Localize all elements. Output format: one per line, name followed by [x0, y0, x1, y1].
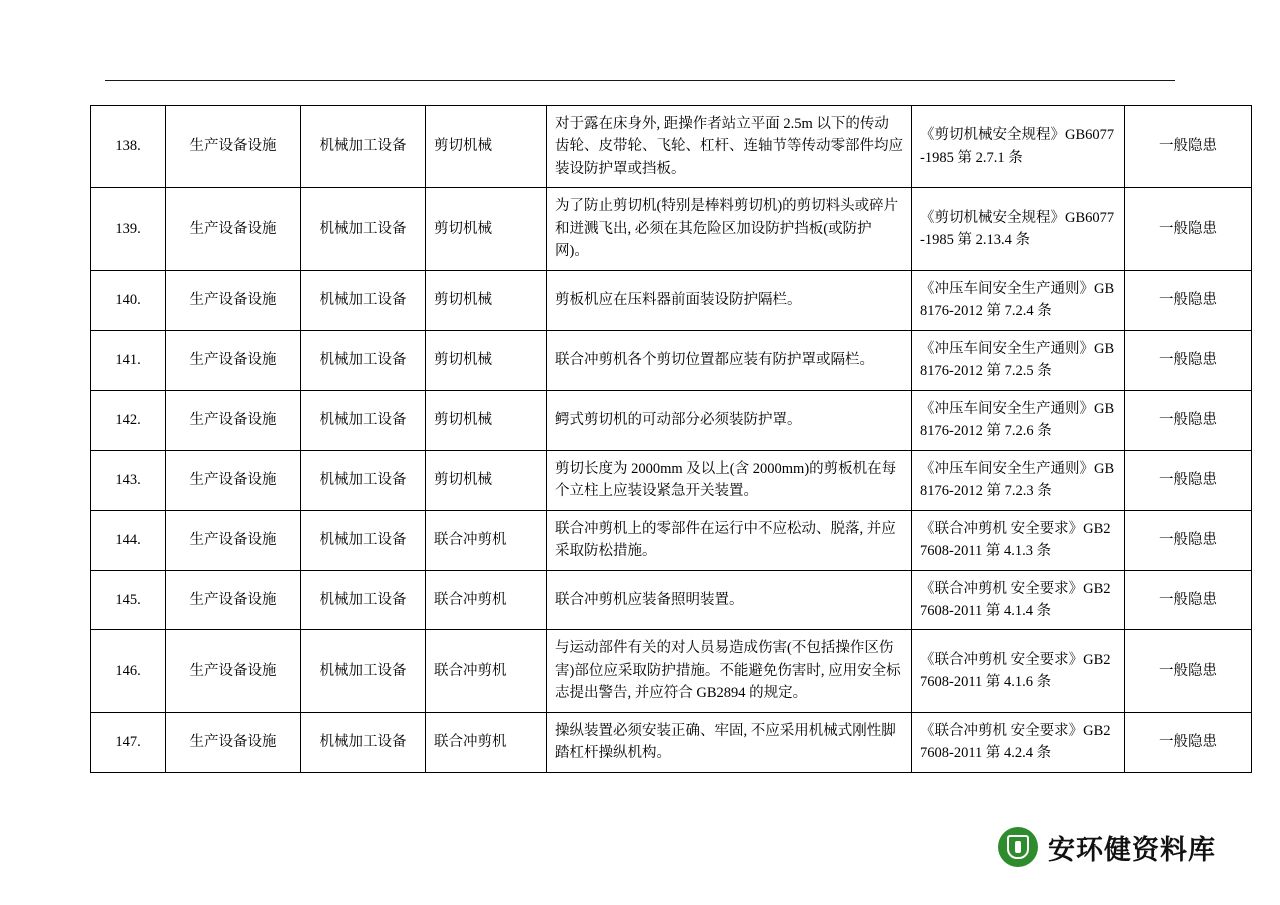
row-level: 一般隐患	[1125, 188, 1252, 270]
hazard-table-body	[91, 106, 1252, 773]
row-reference: 《冲压车间安全生产通则》GB8176-2012 第 7.2.3 条	[912, 450, 1125, 510]
row-number: 145.	[91, 570, 166, 630]
row-description: 与运动部件有关的对人员易造成伤害(不包括操作区伤害)部位应采取防护措施。不能避免伤害时, 应用安全标志提出警告, 并应符合 GB2894 的规定。	[547, 630, 912, 712]
row-number: 140.	[91, 270, 166, 330]
row-reference: 《剪切机械安全规程》GB6077-1985 第 2.7.1 条	[912, 106, 1125, 188]
row-device: 剪切机械	[426, 390, 547, 450]
row-level: 一般隐患	[1125, 570, 1252, 630]
row-description: 联合冲剪机上的零部件在运行中不应松动、脱落, 并应采取防松措施。	[547, 510, 912, 570]
row-reference: 《联合冲剪机 安全要求》GB27608-2011 第 4.1.4 条	[912, 570, 1125, 630]
table-row	[91, 712, 1252, 772]
table-row	[91, 570, 1252, 630]
row-reference: 《冲压车间安全生产通则》GB8176-2012 第 7.2.5 条	[912, 330, 1125, 390]
row-device: 联合冲剪机	[426, 570, 547, 630]
row-description: 剪切长度为 2000mm 及以上(含 2000mm)的剪板机在每个立柱上应装设紧急开关装置。	[547, 450, 912, 510]
row-description: 对于露在床身外, 距操作者站立平面 2.5m 以下的传动齿轮、皮带轮、飞轮、杠杆、连轴节等传动零部件均应装设防护罩或挡板。	[547, 106, 912, 188]
row-device: 联合冲剪机	[426, 712, 547, 772]
row-category: 生产设备设施	[166, 630, 301, 712]
row-reference: 《冲压车间安全生产通则》GB8176-2012 第 7.2.4 条	[912, 270, 1125, 330]
row-number: 147.	[91, 712, 166, 772]
row-level: 一般隐患	[1125, 330, 1252, 390]
footer-watermark	[998, 827, 1216, 867]
row-category: 生产设备设施	[166, 570, 301, 630]
row-category: 生产设备设施	[166, 510, 301, 570]
row-subcategory: 机械加工设备	[301, 390, 426, 450]
row-subcategory: 机械加工设备	[301, 450, 426, 510]
table-row	[91, 510, 1252, 570]
row-level: 一般隐患	[1125, 106, 1252, 188]
row-description: 鳄式剪切机的可动部分必须装防护罩。	[547, 390, 912, 450]
table-row	[91, 390, 1252, 450]
row-level: 一般隐患	[1125, 712, 1252, 772]
table-row	[91, 188, 1252, 270]
row-device: 剪切机械	[426, 188, 547, 270]
row-subcategory: 机械加工设备	[301, 630, 426, 712]
table-row	[91, 450, 1252, 510]
row-device: 剪切机械	[426, 330, 547, 390]
row-level: 一般隐患	[1125, 450, 1252, 510]
row-reference: 《联合冲剪机 安全要求》GB27608-2011 第 4.1.3 条	[912, 510, 1125, 570]
row-level: 一般隐患	[1125, 270, 1252, 330]
row-number: 144.	[91, 510, 166, 570]
row-number: 139.	[91, 188, 166, 270]
row-category: 生产设备设施	[166, 270, 301, 330]
row-level: 一般隐患	[1125, 630, 1252, 712]
row-subcategory: 机械加工设备	[301, 270, 426, 330]
row-reference: 《冲压车间安全生产通则》GB8176-2012 第 7.2.6 条	[912, 390, 1125, 450]
row-device: 剪切机械	[426, 450, 547, 510]
row-category: 生产设备设施	[166, 390, 301, 450]
row-description: 为了防止剪切机(特别是棒料剪切机)的剪切料头或碎片和迸溅飞出, 必须在其危险区加设防护挡板(或防护网)。	[547, 188, 912, 270]
row-device: 联合冲剪机	[426, 510, 547, 570]
row-category: 生产设备设施	[166, 188, 301, 270]
row-number: 138.	[91, 106, 166, 188]
row-subcategory: 机械加工设备	[301, 106, 426, 188]
header-rule	[105, 80, 1175, 81]
hazard-table	[90, 105, 1252, 773]
table-row	[91, 270, 1252, 330]
row-number: 141.	[91, 330, 166, 390]
row-description: 剪板机应在压料器前面装设防护隔栏。	[547, 270, 912, 330]
row-description: 联合冲剪机各个剪切位置都应装有防护罩或隔栏。	[547, 330, 912, 390]
table-row	[91, 330, 1252, 390]
brand-name: 安环健资料库	[1048, 834, 1216, 865]
row-description: 联合冲剪机应装备照明装置。	[547, 570, 912, 630]
row-subcategory: 机械加工设备	[301, 188, 426, 270]
row-number: 142.	[91, 390, 166, 450]
row-category: 生产设备设施	[166, 106, 301, 188]
row-subcategory: 机械加工设备	[301, 712, 426, 772]
row-subcategory: 机械加工设备	[301, 570, 426, 630]
table-row	[91, 106, 1252, 188]
row-reference: 《联合冲剪机 安全要求》GB27608-2011 第 4.2.4 条	[912, 712, 1125, 772]
row-number: 143.	[91, 450, 166, 510]
row-category: 生产设备设施	[166, 450, 301, 510]
row-number: 146.	[91, 630, 166, 712]
shield-lock-icon	[998, 827, 1038, 867]
row-level: 一般隐患	[1125, 510, 1252, 570]
row-reference: 《联合冲剪机 安全要求》GB27608-2011 第 4.1.6 条	[912, 630, 1125, 712]
row-device: 剪切机械	[426, 106, 547, 188]
hazard-table-container	[90, 105, 1217, 773]
row-device: 联合冲剪机	[426, 630, 547, 712]
row-category: 生产设备设施	[166, 712, 301, 772]
row-subcategory: 机械加工设备	[301, 510, 426, 570]
row-category: 生产设备设施	[166, 330, 301, 390]
row-device: 剪切机械	[426, 270, 547, 330]
row-reference: 《剪切机械安全规程》GB6077-1985 第 2.13.4 条	[912, 188, 1125, 270]
row-subcategory: 机械加工设备	[301, 330, 426, 390]
row-level: 一般隐患	[1125, 390, 1252, 450]
table-row	[91, 630, 1252, 712]
row-description: 操纵装置必须安装正确、牢固, 不应采用机械式刚性脚踏杠杆操纵机构。	[547, 712, 912, 772]
